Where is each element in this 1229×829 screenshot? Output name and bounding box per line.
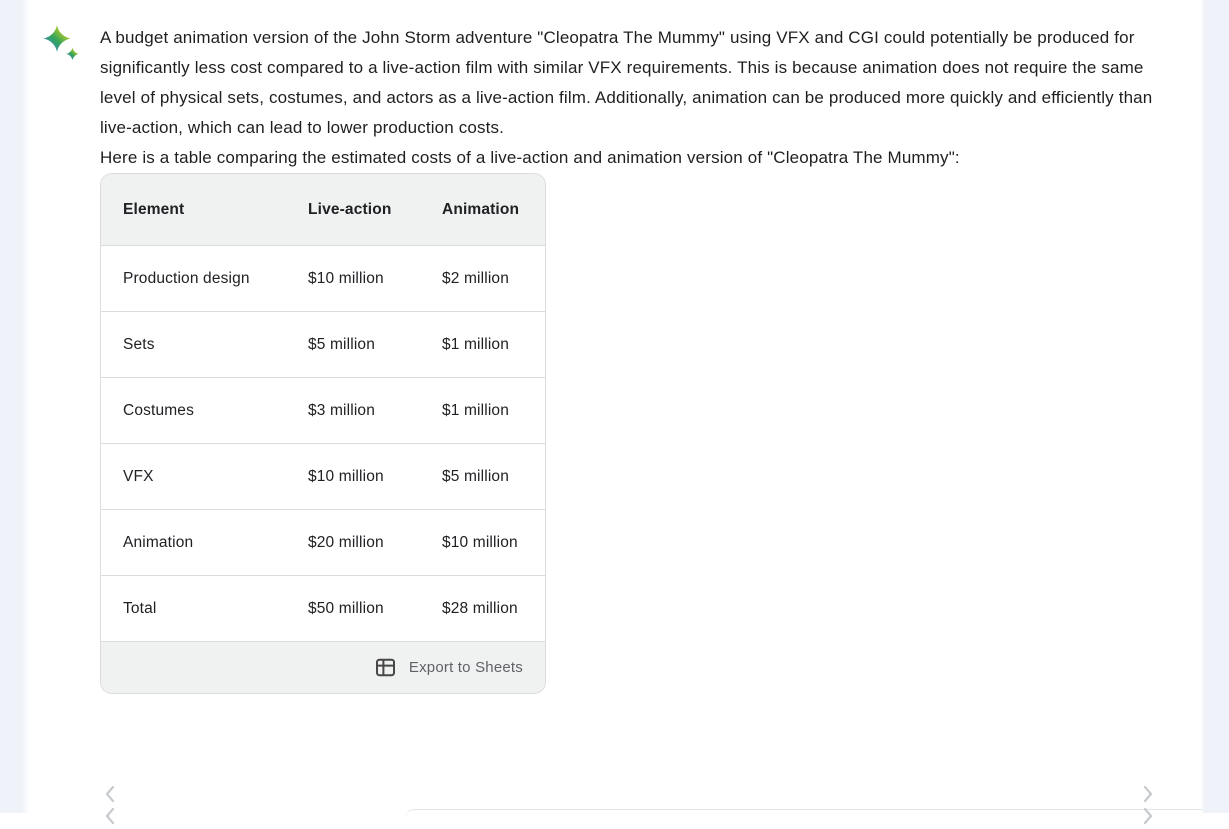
- table-cell: VFX: [123, 467, 154, 485]
- table-header-row: [101, 174, 545, 245]
- chevron-left-icon[interactable]: [103, 784, 117, 804]
- table-cell: Costumes: [123, 401, 194, 419]
- export-to-sheets-button[interactable]: [373, 653, 525, 682]
- table-row: [101, 509, 545, 575]
- assistant-message: [100, 23, 1155, 694]
- table-cell: $10 million: [442, 533, 518, 551]
- table-row: [101, 245, 545, 311]
- table-footer: [101, 641, 545, 693]
- table-cell: $50 million: [308, 599, 384, 617]
- table-cell: $1 million: [442, 401, 509, 419]
- table-row-total: [101, 575, 545, 641]
- table-cell: $3 million: [308, 401, 375, 419]
- table-header-live-action: Live-action: [308, 200, 392, 218]
- table-cell: $2 million: [442, 269, 509, 287]
- table-cell: Total: [123, 599, 157, 617]
- bard-sparkle-icon: [42, 24, 82, 64]
- table-cell: $10 million: [308, 269, 384, 287]
- table-cell: $5 million: [442, 467, 509, 485]
- table-cell: $1 million: [442, 335, 509, 353]
- table-header-element: Element: [123, 200, 185, 218]
- cost-comparison-table: [100, 173, 546, 694]
- chevron-left-icon[interactable]: [103, 806, 117, 826]
- table-cell: $28 million: [442, 599, 518, 617]
- chevron-right-icon[interactable]: [1141, 806, 1155, 826]
- table-cell: $10 million: [308, 467, 384, 485]
- table-cell: Sets: [123, 335, 155, 353]
- table-cell: $20 million: [308, 533, 384, 551]
- message-paragraph: Here is a table comparing the estimated costs of a live-action and animation version of "Cleopatra The Mummy":: [100, 148, 960, 167]
- message-paragraph: A budget animation version of the John Storm adventure "Cleopatra The Mummy" using VFX and CGI could potentially be produced for significantly less cost compared to a live-action film with similar VFX requirements. This is because animation does not require the same level of physical sets, costumes, and actors as a live-action film. Additionally, animation can be produced more quickly and efficiently than live-action, which can lead to lower production costs.: [100, 28, 1153, 137]
- table-row: [101, 311, 545, 377]
- table-row: [101, 443, 545, 509]
- table-cell: $5 million: [308, 335, 375, 353]
- table-grid-icon: [375, 657, 396, 678]
- table-cell: Animation: [123, 533, 194, 551]
- table-row: [101, 377, 545, 443]
- table-header-animation: Animation: [442, 200, 520, 218]
- chevron-right-icon[interactable]: [1141, 784, 1155, 804]
- next-card-top-edge: [405, 809, 1202, 819]
- page-background-right: [1201, 0, 1229, 813]
- page-background-left: [0, 0, 30, 813]
- table-cell: Production design: [123, 269, 250, 287]
- export-to-sheets-label: Export to Sheets: [408, 659, 523, 676]
